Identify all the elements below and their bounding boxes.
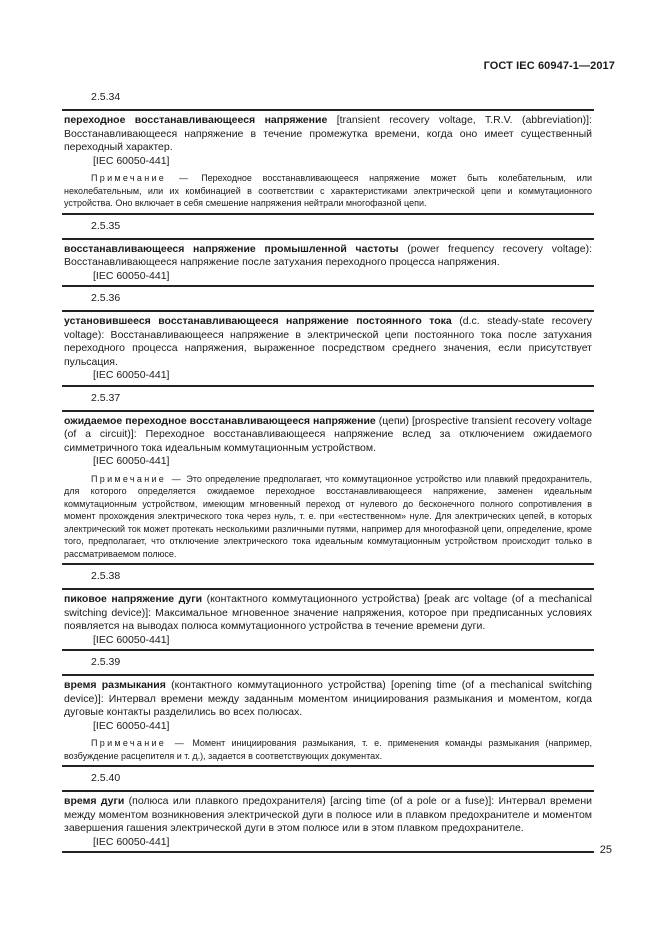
entry-definition-text: (контактного коммутационного устройства) [peak arc voltage (of a mechanical switching device)]: Максимальное мгновенное значение напряжения, которое при предписанных условиях появляется на выводах полюса коммутационного устройства в течение времени дуги. xyxy=(64,593,592,632)
entry-definition xyxy=(64,114,592,155)
entry-definition xyxy=(64,415,592,456)
entry-term: время размыкания xyxy=(64,679,166,691)
note-text: Момент инициирования размыкания, т. е. применения команды размыкания (например, возбуждение расцепителя и т. д.), задается в соответствующих документах. xyxy=(64,738,592,761)
document-header: ГОСТ IEC 60947-1—2017 xyxy=(483,60,615,72)
entry-term: установившееся восстанавливающееся напряжение постоянного тока xyxy=(64,315,452,327)
note-text: Переходное восстанавливающееся напряжение может быть колебательным, или неколебательным, или их комбинацией в соответствии с характеристиками электрической цепи и коммутационного устройства. Оно включает в себя смешение напряжения нейтрали многофазной цепи. xyxy=(64,173,592,208)
page-number: 25 xyxy=(599,844,612,856)
entry-number: 2.5.37 xyxy=(91,391,121,404)
entry-term: ожидаемое переходное восстанавливающееся напряжение xyxy=(64,414,376,427)
entry-box xyxy=(62,310,594,387)
entry-definition xyxy=(64,243,592,270)
entry-definition xyxy=(64,795,592,836)
entry-reference: [IEC 60050-441] xyxy=(93,154,170,167)
entry-note xyxy=(64,737,592,762)
note-label: Примечание — xyxy=(91,473,184,484)
entry-term: переходное восстанавливающееся напряжение xyxy=(64,114,328,126)
entry-note xyxy=(64,172,592,210)
entry-definition xyxy=(64,593,592,634)
entry-term: время дуги xyxy=(64,795,125,807)
entry-reference: [IEC 60050-441] xyxy=(93,835,170,848)
entry-term: пиковое напряжение дуги xyxy=(64,593,203,605)
entry-note xyxy=(64,473,592,561)
entry-number: 2.5.40 xyxy=(91,772,121,784)
entry-definition-text: (полюса или плавкого предохранителя) [arcing time (of a pole or a fuse)]: Интервал времени между моментом возникновения электрической дуги в полюсе или в плавком предохранителе и моментом завершения гашения электрической дуги в этом полюсе или в этом плавком предохранителе. xyxy=(64,795,593,834)
entry-definition xyxy=(64,315,592,369)
entry-reference: [IEC 60050-441] xyxy=(93,719,170,732)
glossary-entries xyxy=(62,91,594,858)
entry-definition-text: (контактного коммутационного устройства) [opening time (of a mechanical switching device)]: Интервал времени между заданным моментом инициирования размыкания и моментом, когда дуговые контакты разделились во всех полюсах. xyxy=(64,679,592,718)
entry-number: 2.5.35 xyxy=(91,219,121,232)
entry-number: 2.5.36 xyxy=(91,292,121,304)
entry-box xyxy=(62,588,594,651)
note-label: Примечание — xyxy=(91,173,191,183)
entry-definition-text: [transient recovery voltage, T.R.V. (abbreviation)]: Восстанавливающееся напряжение в течение промежутка времени, когда оно имеет существенный переходный характер. xyxy=(64,114,592,153)
entry-reference: [IEC 60050-441] xyxy=(93,455,170,467)
entry-box xyxy=(62,674,594,767)
entry-number: 2.5.34 xyxy=(91,91,121,103)
note-label: Примечание — xyxy=(91,738,187,748)
entry-reference: [IEC 60050-441] xyxy=(93,369,170,381)
entry-number: 2.5.39 xyxy=(91,656,121,668)
entry-reference: [IEC 60050-441] xyxy=(93,269,170,282)
entry-box xyxy=(62,410,594,566)
entry-definition-text: (power frequency recovery voltage): Восстанавливающееся напряжение после затухания переходного процесса напряжения. xyxy=(64,242,592,268)
entry-reference: [IEC 60050-441] xyxy=(93,633,170,646)
entry-box xyxy=(62,238,594,288)
note-text: Это определение предполагает, что коммутационное устройство или плавкий предохранитель, для которого определяется ожидаемое переходное восстанавливающееся напряжение, заменен идеальным коммутационным устройством, имеющим мгновенный переход от нулевого до бесконечного полного сопротивления в момент прохождения электрического тока через нуль, т. е. при «естественном» нуле. Для электрических цепей, в которых электрический ток может протекать несколькими различными путями, например для многофазной цепи, определение, кроме того, предполагает, что отключение электрического тока идеальным коммутационным устройством происходит только в рассматриваемом полюсе. xyxy=(64,473,592,559)
entry-term: восстанавливающееся напряжение промышленной частоты xyxy=(64,242,399,255)
entry-definition-text: (d.c. steady-state recovery voltage): Восстанавливающееся напряжение в электрической цепи постоянного тока после затухания переходного процесса напряжения, выраженное посредством среднего значения, если присутствует пульсация. xyxy=(64,315,592,368)
entry-definition-text: (цепи) [prospective transient recovery voltage (of a circuit)]: Переходное восстанавливающееся напряжение вслед за отключением ожидаемого симметричного тока идеальным коммутационным устройством. xyxy=(64,414,592,454)
entry-box xyxy=(62,790,594,853)
entry-definition xyxy=(64,679,592,720)
entry-box xyxy=(62,109,594,215)
entry-number: 2.5.38 xyxy=(91,570,121,582)
